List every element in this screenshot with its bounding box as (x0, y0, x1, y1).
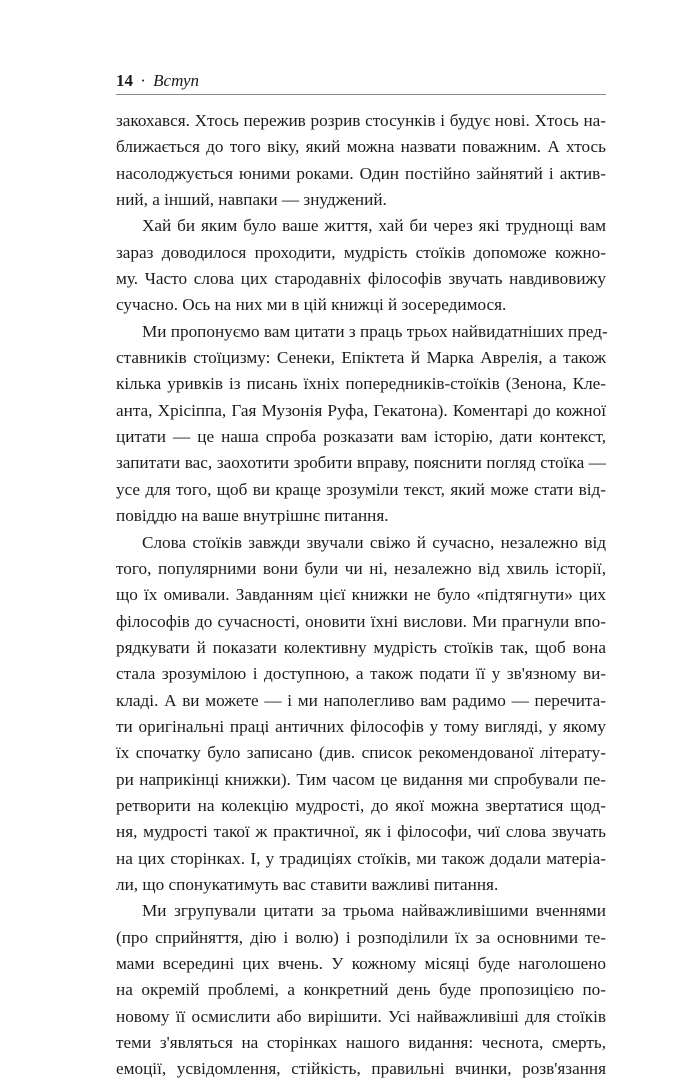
text-line: анта, Хрісіппа, Гая Музонія Руфа, Гекатона). Коментарі до кожної (116, 400, 606, 420)
text-line: усе для того, щоб ви краще зрозуміли текст, який може стати від- (116, 479, 606, 499)
text-line: закохався. Хтось пережив розрив стосунків і будує нові. Хтось на- (116, 111, 606, 130)
text-line: ставників стоїцизму: Сенеки, Епіктета й Марка Аврелія, а також (116, 348, 606, 368)
text-line: теми з'являться на сторінках нашого видання: чеснота, смерть, (116, 1033, 606, 1053)
running-head (116, 70, 606, 95)
text-line: Ми пропонуємо вам цитати з праць трьох найвидатніших пред- (142, 321, 608, 341)
text-line: рядкувати й показати колективну мудрість стоїків так, щоб вона (116, 637, 606, 657)
text-line: на окремій проблемі, а конкретний день буде пропозицією по- (116, 980, 606, 1000)
text-line: стала зрозумілою і доступною, а також подати її у зв'язному ви- (116, 664, 606, 684)
text-line: насолоджується юними роками. Один постійно зайнятий і актив- (116, 163, 606, 183)
text-line: мами всередині цих вчень. У кожному місяці буде наголошено (116, 954, 606, 973)
text-line: кладі. А ви можете — і ми наполегливо вам радимо — перечита- (116, 690, 606, 710)
text-line: того, популярними вони були чи ні, незалежно від хвиль історії, (116, 558, 606, 578)
running-head-separator: · (140, 71, 146, 90)
text-line: ти оригінальні праці античних філософів у тому вигляді, у якому (116, 716, 606, 736)
text-line: ли, що спонукатимуть вас ставити важливі питання. (116, 874, 499, 894)
text-line: ближається до того віку, який можна назвати поважним. А хтось (116, 137, 606, 157)
section-title: Вступ (153, 71, 200, 90)
text-line: філософів до сучасності, оновити їхні вислови. Ми прагнули впо- (116, 611, 606, 631)
text-line: му. Часто слова цих стародавніх філософів звучать навдивовижу (116, 269, 606, 289)
body-text (116, 108, 606, 1083)
text-line: їх спочатку було записано (див. список рекомендованої літерату- (116, 743, 606, 763)
text-line: на цих сторінках. І, у традиціях стоїків, ми також додали матеріа- (116, 848, 606, 868)
text-line: кілька уривків із писань їхніх попередників-стоїків (Зенона, Кле- (116, 374, 606, 394)
text-line: що їх омивали. Завданням цієї книжки не було «підтягнути» цих (116, 585, 606, 605)
text-line: сучасно. Ось на них ми в цій книжці й зосередимося. (116, 295, 507, 315)
text-line: зараз доводилося проходити, мудрість стоїків допоможе кожно- (116, 242, 606, 262)
text-line: ний, а інший, навпаки — знуджений. (116, 190, 387, 210)
text-line: цитати — це наша спроба розказати вам історію, дати контекст, (116, 427, 606, 447)
text-line: запитати вас, заохотити зробити вправу, пояснити погляд стоїка — (116, 453, 606, 473)
text-line: Хай би яким було ваше життя, хай би через які труднощі вам (142, 216, 606, 236)
text-line: повіддю на ваше внутрішнє питання. (116, 506, 389, 526)
text-line: емоції, усвідомлення, стійкість, правильні вчинки, розв'язання (116, 1059, 606, 1079)
page-number: 14 (116, 71, 133, 90)
text-line: ня, мудрості такої ж практичної, як і філософи, чиї слова звучать (116, 822, 606, 842)
text-line: новому її осмислити або вирішити. Усі найважливіші для стоїків (116, 1006, 606, 1026)
text-line: Слова стоїків завжди звучали свіжо й сучасно, незалежно від (142, 532, 606, 552)
text-line: ри наприкінці книжки). Тим часом це видання ми спробували пе- (116, 769, 606, 789)
text-line: Ми згрупували цитати за трьома найважливішими вченнями (142, 901, 606, 921)
text-line: ретворити на колекцію мудрості, до якої можна звертатися щод- (116, 795, 606, 815)
text-line: (про сприйняття, дію і волю) і розподілили їх за основними те- (116, 927, 606, 947)
